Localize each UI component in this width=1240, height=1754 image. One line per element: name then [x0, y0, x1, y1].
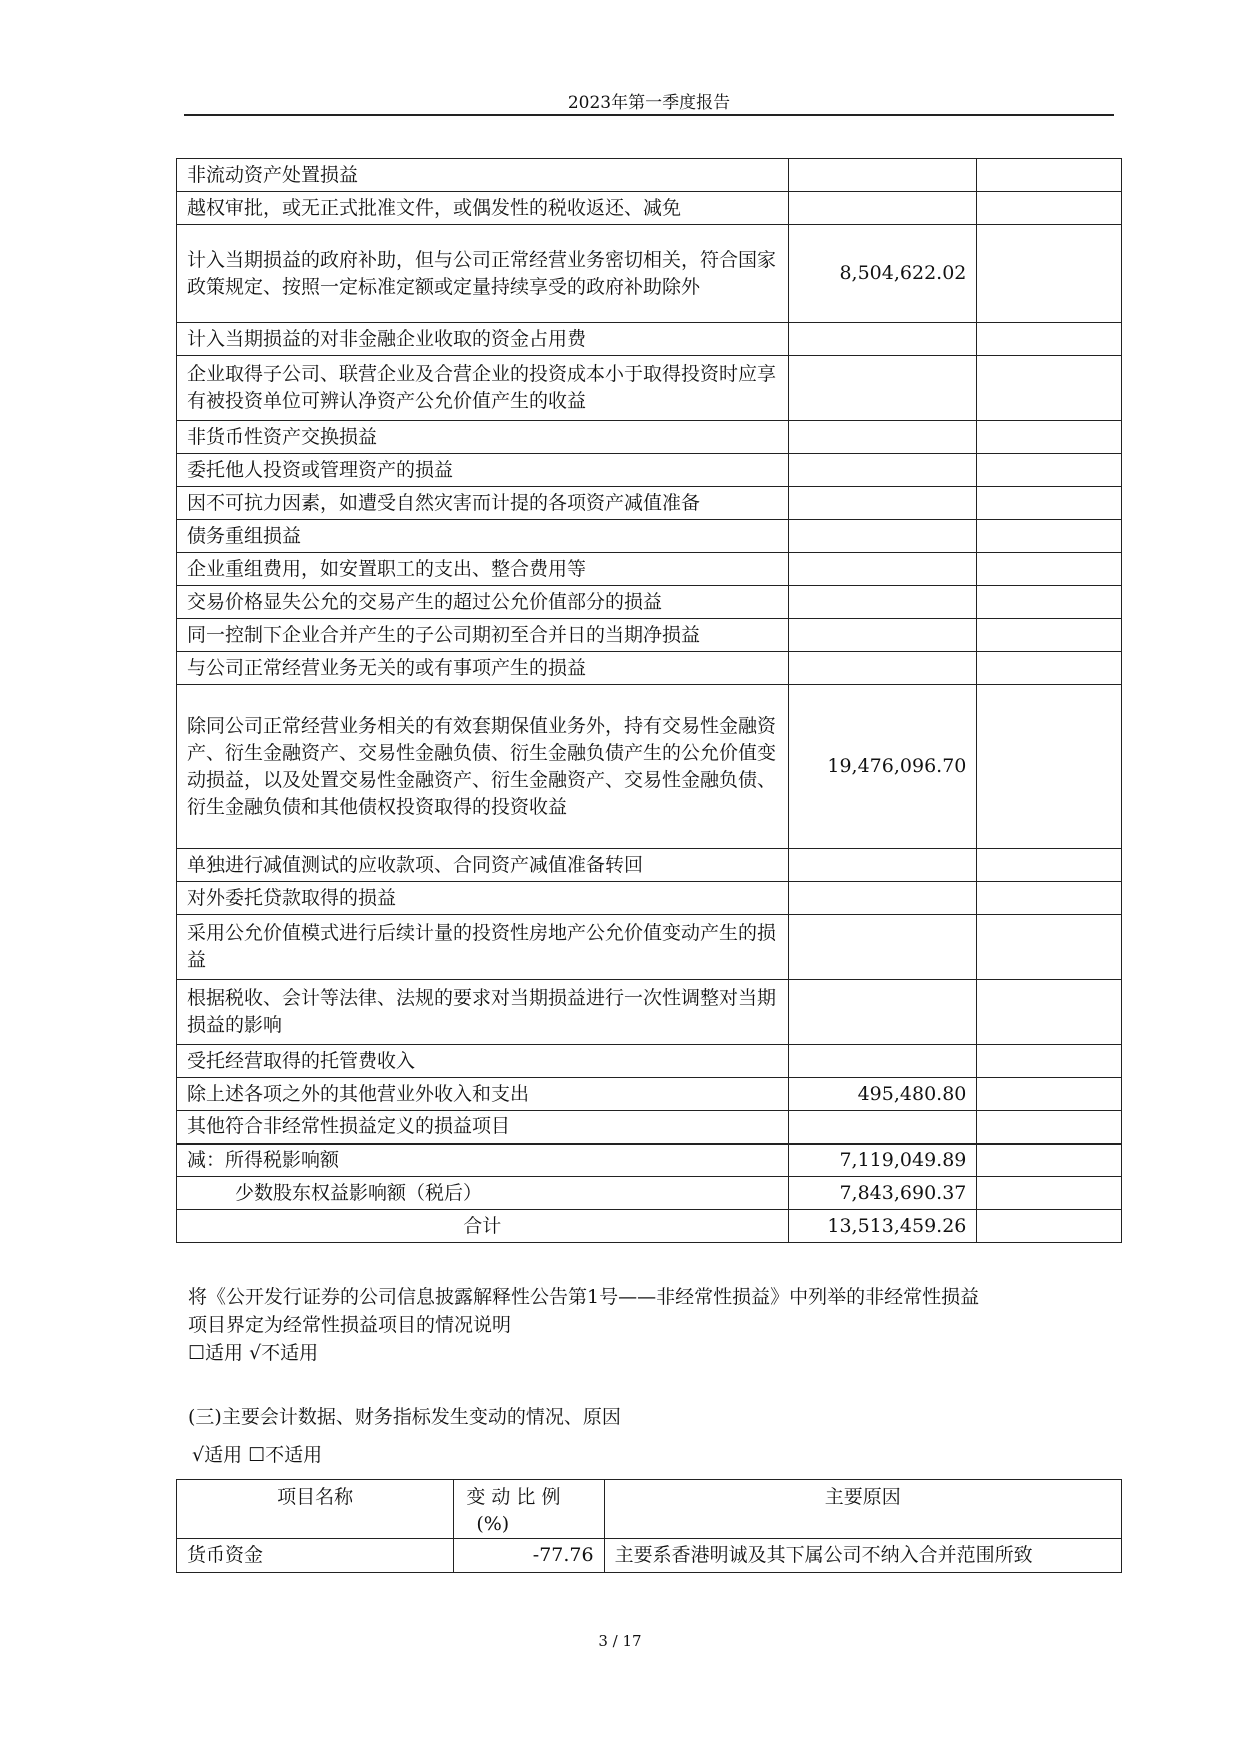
note-cell	[977, 882, 1122, 915]
section-3-title: (三)主要会计数据、财务指标发生变动的情况、原因	[188, 1406, 621, 1428]
table-row	[177, 586, 1122, 619]
item-label: 债务重组损益	[177, 520, 789, 553]
note-cell	[977, 849, 1122, 882]
table-row	[177, 1111, 1122, 1144]
amount-cell	[788, 586, 977, 619]
amount-cell	[788, 454, 977, 487]
applicability-options: ☐适用 √不适用	[188, 1342, 319, 1364]
note-cell	[977, 980, 1122, 1045]
table-row	[177, 685, 1122, 849]
table-row	[177, 454, 1122, 487]
note-cell	[977, 421, 1122, 454]
item-label: 因不可抗力因素，如遭受自然灾害而计提的各项资产减值准备	[177, 487, 789, 520]
note-line-1: 将《公开发行证券的公司信息披露解释性公告第1号——非经常性损益》中列举的非经常性损益	[188, 1286, 980, 1308]
note-cell	[977, 652, 1122, 685]
item-label: 受托经营取得的托管费收入	[177, 1045, 789, 1078]
amount-cell	[788, 915, 977, 980]
table-row	[177, 1177, 1122, 1210]
item-label: 委托他人投资或管理资产的损益	[177, 454, 789, 487]
amount-cell: 19,476,096.70	[788, 685, 977, 849]
table-row	[177, 421, 1122, 454]
amount-cell	[788, 980, 977, 1045]
amount-cell: 7,843,690.37	[788, 1177, 977, 1210]
amount-cell	[788, 619, 977, 652]
table-header-row	[177, 1480, 1122, 1539]
note-cell	[977, 159, 1122, 192]
amount-cell	[788, 1045, 977, 1078]
table-row	[177, 882, 1122, 915]
note-cell	[977, 454, 1122, 487]
amount-cell: 8,504,622.02	[788, 225, 977, 323]
item-label: 越权审批，或无正式批准文件，或偶发性的税收返还、减免	[177, 192, 789, 225]
table-row	[177, 159, 1122, 192]
amount-cell	[788, 882, 977, 915]
report-header-title: 2023年第一季度报告	[567, 93, 731, 113]
item-label: 少数股东权益影响额（税后）	[177, 1177, 789, 1210]
col-header-ratio-unit: (%)	[476, 1513, 510, 1535]
note-cell	[977, 225, 1122, 323]
note-cell	[977, 487, 1122, 520]
table-row	[177, 849, 1122, 882]
item-label: 企业重组费用，如安置职工的支出、整合费用等	[177, 553, 789, 586]
section-3-options: √适用 ☐不适用	[192, 1444, 323, 1466]
total-amount: 13,513,459.26	[788, 1210, 977, 1243]
amount-cell	[788, 159, 977, 192]
item-label: 非流动资产处置损益	[177, 159, 789, 192]
table-row	[177, 1078, 1122, 1111]
note-cell	[977, 586, 1122, 619]
note-cell	[977, 553, 1122, 586]
table-row	[177, 915, 1122, 980]
note-cell	[977, 356, 1122, 421]
note-cell	[977, 1144, 1122, 1177]
note-cell	[977, 619, 1122, 652]
item-label: 采用公允价值模式进行后续计量的投资性房地产公允价值变动产生的损益	[177, 915, 789, 980]
amount-cell	[788, 323, 977, 356]
amount-cell	[788, 520, 977, 553]
item-label: 计入当期损益的对非金融企业收取的资金占用费	[177, 323, 789, 356]
col-header-ratio-label: 变 动 比 例	[466, 1486, 561, 1508]
table-row	[177, 652, 1122, 685]
total-label: 合计	[177, 1210, 789, 1243]
item-label: 其他符合非经常性损益定义的损益项目	[177, 1111, 789, 1144]
item-label: 企业取得子公司、联营企业及合营企业的投资成本小于取得投资时应享有被投资单位可辨认净资产公允价值产生的收益	[177, 356, 789, 421]
table-row	[177, 553, 1122, 586]
amount-cell	[788, 421, 977, 454]
item-label: 除上述各项之外的其他营业外收入和支出	[177, 1078, 789, 1111]
main-reason: 主要系香港明诚及其下属公司不纳入合并范围所致	[604, 1539, 1121, 1573]
amount-cell	[788, 487, 977, 520]
note-cell	[977, 1045, 1122, 1078]
amount-cell	[788, 356, 977, 421]
item-label: 计入当期损益的政府补助，但与公司正常经营业务密切相关，符合国家政策规定、按照一定标准定额或定量持续享受的政府补助除外	[177, 225, 789, 323]
table-row	[177, 487, 1122, 520]
amount-cell	[788, 652, 977, 685]
header-rule	[184, 114, 1114, 116]
page-number: 3 / 17	[598, 1632, 642, 1650]
amount-cell: 7,119,049.89	[788, 1144, 977, 1177]
note-cell	[977, 1078, 1122, 1111]
col-header-main-reason: 主要原因	[604, 1480, 1121, 1539]
item-label: 非货币性资产交换损益	[177, 421, 789, 454]
item-name: 货币资金	[177, 1539, 454, 1573]
note-cell	[977, 1177, 1122, 1210]
table-row	[177, 356, 1122, 421]
table-row	[177, 225, 1122, 323]
item-label: 根据税收、会计等法律、法规的要求对当期损益进行一次性调整对当期损益的影响	[177, 980, 789, 1045]
note-cell	[977, 192, 1122, 225]
item-label: 与公司正常经营业务无关的或有事项产生的损益	[177, 652, 789, 685]
table-row	[177, 980, 1122, 1045]
col-header-item-name: 项目名称	[177, 1480, 454, 1539]
note-cell	[977, 685, 1122, 849]
table-row	[177, 1144, 1122, 1177]
table-row	[177, 1539, 1122, 1573]
note-cell	[977, 520, 1122, 553]
amount-cell	[788, 1111, 977, 1144]
amount-cell	[788, 849, 977, 882]
col-header-change-ratio	[454, 1480, 604, 1539]
amount-cell: 495,480.80	[788, 1078, 977, 1111]
item-label: 同一控制下企业合并产生的子公司期初至合并日的当期净损益	[177, 619, 789, 652]
amount-cell	[788, 553, 977, 586]
item-label: 单独进行减值测试的应收款项、合同资产减值准备转回	[177, 849, 789, 882]
table-row	[177, 192, 1122, 225]
note-cell	[977, 323, 1122, 356]
note-cell	[977, 1111, 1122, 1144]
total-row	[177, 1210, 1122, 1243]
amount-cell	[788, 192, 977, 225]
item-label: 减：所得税影响额	[177, 1144, 789, 1177]
note-cell	[977, 915, 1122, 980]
non-recurring-gains-table	[176, 158, 1122, 1243]
note-cell	[977, 1210, 1122, 1243]
table-row	[177, 1045, 1122, 1078]
change-ratio: -77.76	[454, 1539, 604, 1573]
note-line-2: 项目界定为经常性损益项目的情况说明	[188, 1314, 512, 1336]
reclassification-note	[188, 1283, 1118, 1367]
table-row	[177, 323, 1122, 356]
table-row	[177, 619, 1122, 652]
item-label: 除同公司正常经营业务相关的有效套期保值业务外，持有交易性金融资产、衍生金融资产、交易性金融负债、衍生金融负债产生的公允价值变动损益，以及处置交易性金融资产、衍生金融资产、交易性金融负债、衍生金融负债和其他债权投资取得的投资收益	[177, 685, 789, 849]
item-label: 交易价格显失公允的交易产生的超过公允价值部分的损益	[177, 586, 789, 619]
table-row	[177, 520, 1122, 553]
item-label: 对外委托贷款取得的损益	[177, 882, 789, 915]
indicator-change-table	[176, 1479, 1122, 1573]
